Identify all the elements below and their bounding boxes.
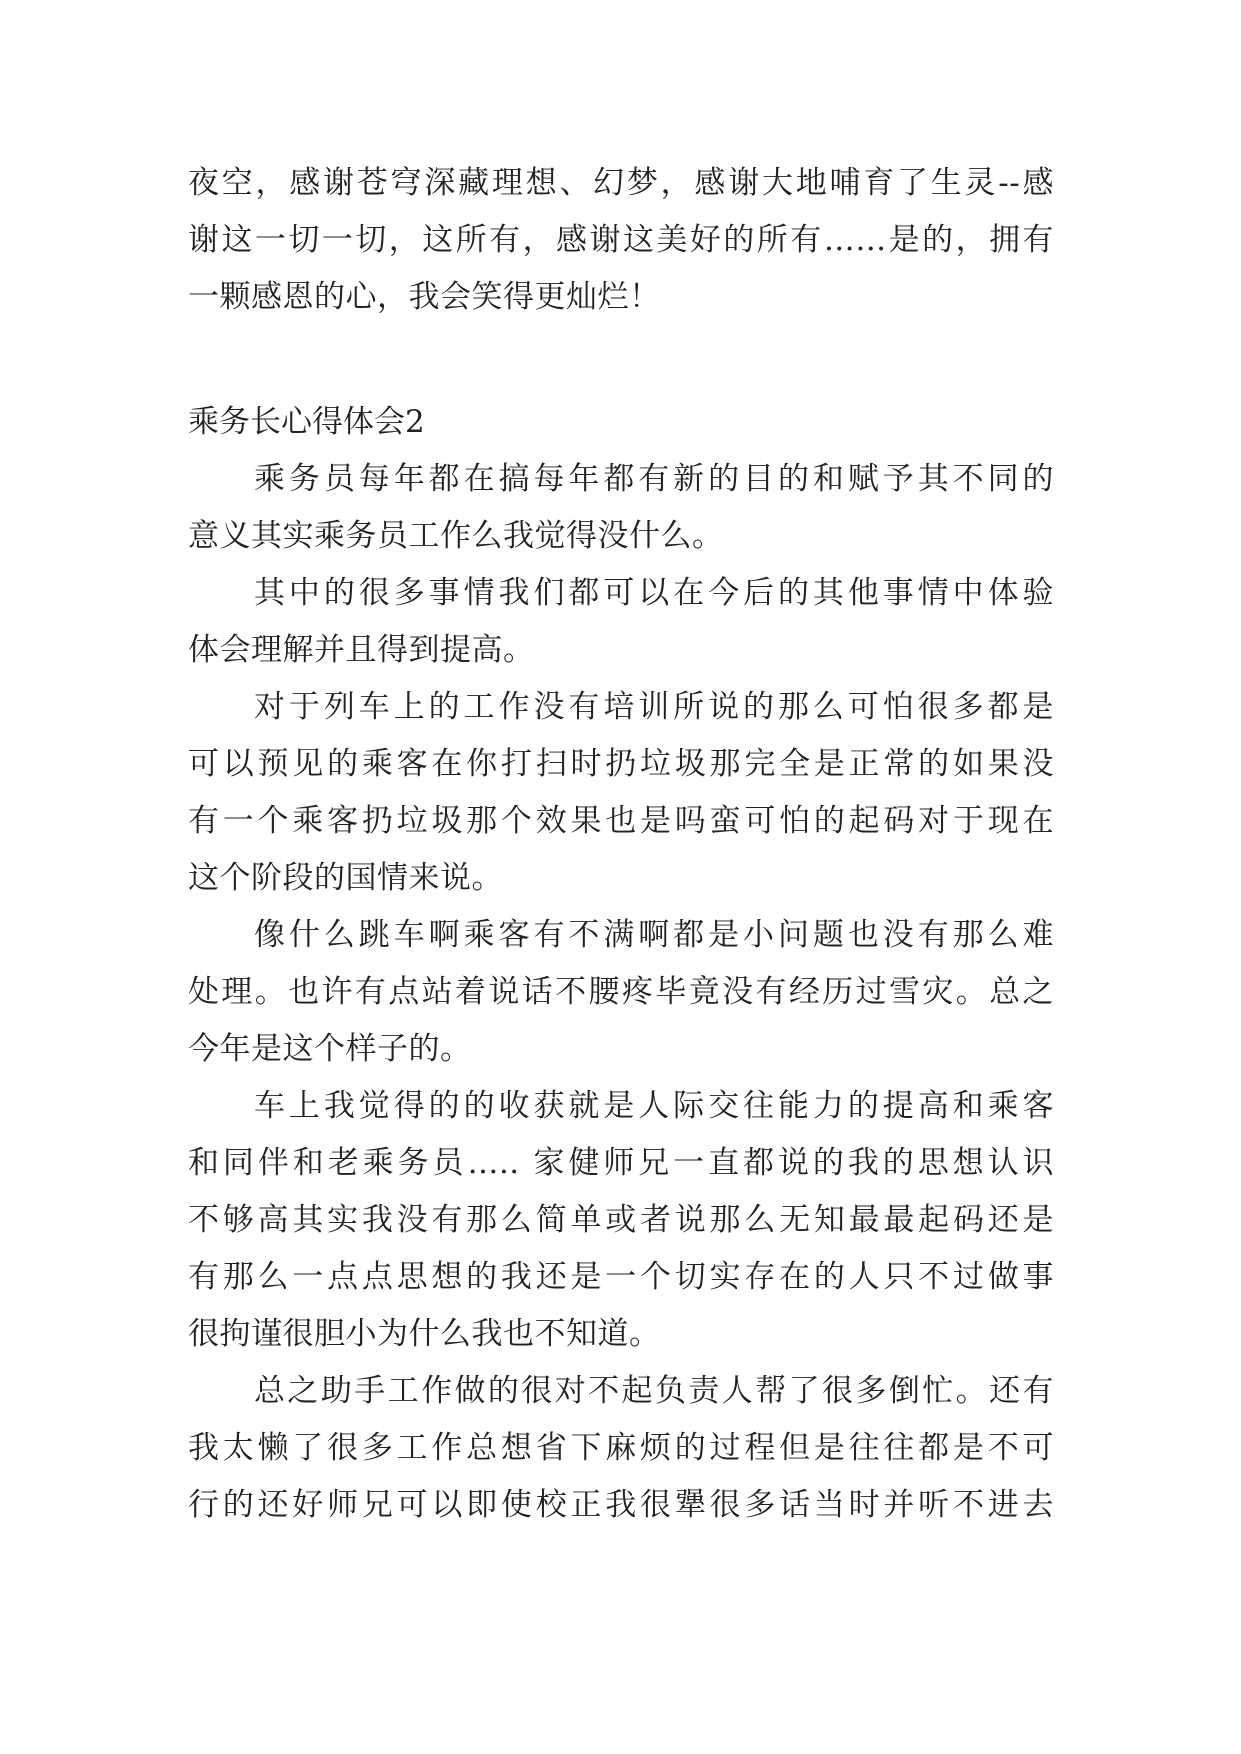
- text-line: 像什么跳车啊乘客有不满啊都是小问题也没有那么难: [254, 917, 1054, 953]
- text-line: 其中的很多事情我们都可以在今后的其他事情中体验: [254, 575, 1054, 611]
- paragraph: [188, 565, 1054, 679]
- text-line: 有一个乘客扔垃圾那个效果也是吗蛮可怕的起码对于现在: [188, 803, 1054, 839]
- text-line: 车上我觉得的的收获就是人际交往能力的提高和乘客: [254, 1088, 1054, 1124]
- text-line: 夜空，感谢苍穹深藏理想、幻梦，感谢大地哺育了生灵--感: [188, 165, 1054, 201]
- paragraph: [188, 1078, 1054, 1363]
- document-body: [188, 155, 1054, 1534]
- continued-paragraph: [188, 155, 1054, 326]
- text-line: 有那么一点点思想的我还是一个切实存在的人只不过做事: [188, 1259, 1054, 1295]
- text-line: 一颗感恩的心，我会笑得更灿烂！: [188, 279, 661, 315]
- paragraph: [188, 907, 1054, 1078]
- text-line: 这个阶段的国情来说。: [188, 860, 503, 896]
- text-line: 谢这一切一切，这所有，感谢这美好的所有……是的，拥有: [188, 222, 1054, 258]
- text-line: 意义其实乘务员工作么我觉得没什么。: [188, 518, 724, 554]
- text-line: 我太懒了很多工作总想省下麻烦的过程但是往往都是不可: [188, 1430, 1054, 1466]
- text-line: 总之助手工作做的很对不起负责人帮了很多倒忙。还有: [254, 1373, 1054, 1409]
- paragraph: [188, 451, 1054, 565]
- text-line: 行的还好师兄可以即使校正我很犟很多话当时并听不进去: [188, 1487, 1054, 1523]
- text-line: 今年是这个样子的。: [188, 1031, 472, 1067]
- text-line: 和同伴和老乘务员….. 家健师兄一直都说的我的思想认识: [188, 1145, 1054, 1181]
- section-title: 乘务长心得体会2: [188, 404, 425, 440]
- text-line: 对于列车上的工作没有培训所说的那么可怕很多都是: [254, 689, 1054, 725]
- text-line: 很拘谨很胆小为什么我也不知道。: [188, 1316, 661, 1352]
- text-line: 体会理解并且得到提高。: [188, 632, 535, 668]
- text-line: 可以预见的乘客在你打扫时扔垃圾那完全是正常的如果没: [188, 746, 1054, 782]
- section-gap: [188, 326, 1054, 394]
- text-line: 乘务员每年都在搞每年都有新的目的和赋予其不同的: [254, 461, 1054, 497]
- paragraph: [188, 679, 1054, 907]
- paragraph: [188, 1363, 1054, 1534]
- text-line: 不够高其实我没有那么简单或者说那么无知最最起码还是: [188, 1202, 1054, 1238]
- text-line: 处理。也许有点站着说话不腰疼毕竟没有经历过雪灾。总之: [188, 974, 1054, 1010]
